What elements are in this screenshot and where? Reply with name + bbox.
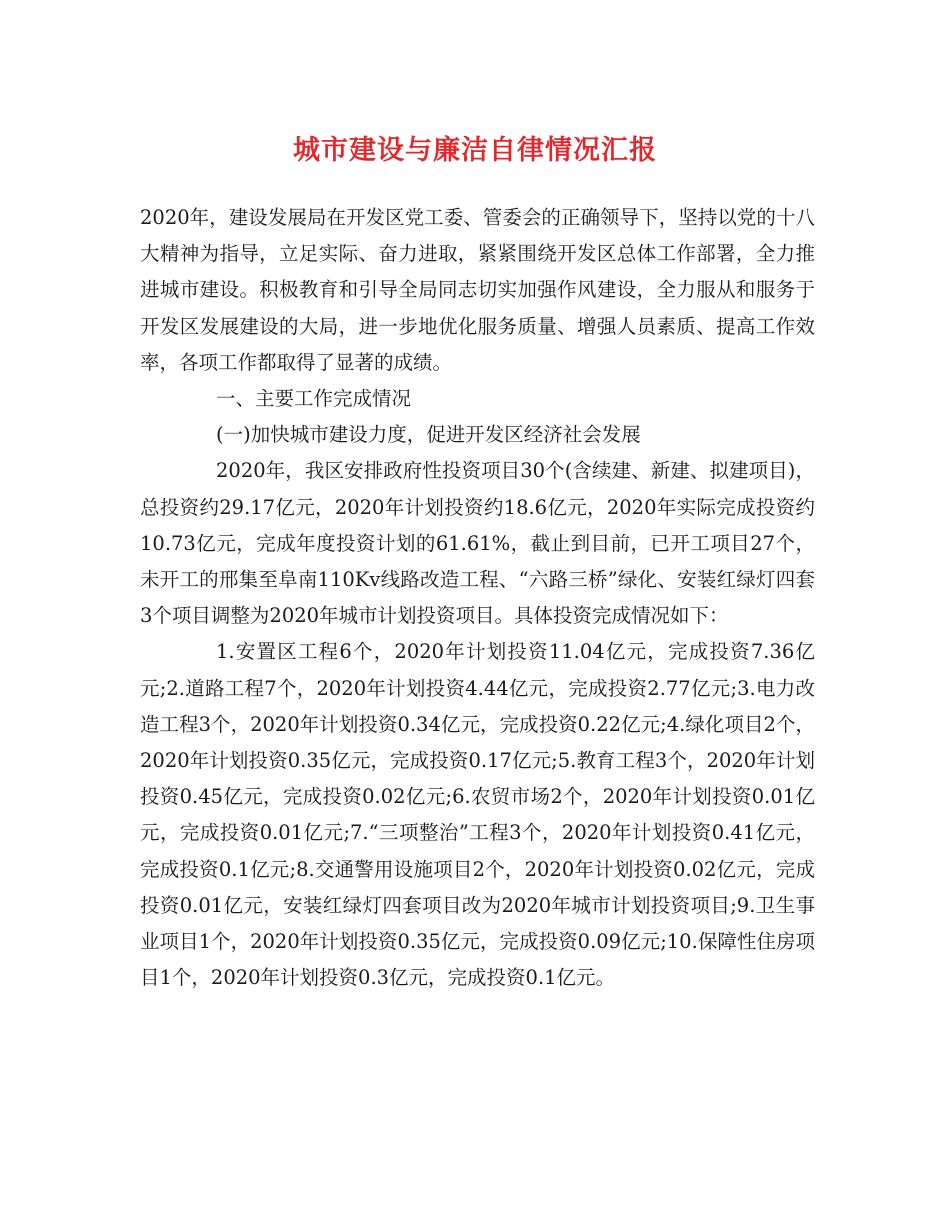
paragraph-intro: 2020年，建设发展局在开发区党工委、管委会的正确领导下，坚持以党的十八大精神为指导，立足实际、奋力进取，紧紧围绕开发区总体工作部署，全力推进城市建设。积极教育和引导全局同志切实加强作风建设，全力服从和服务于开发区发展建设的大局，进一步地优化服务质量、增强人员素质、提高工作效率，各项工作都取得了显著的成绩。 (140, 206, 815, 374)
document-body (140, 200, 815, 996)
subsection-heading-city-construction: (一)加快城市建设力度，促进开发区经济社会发展 (216, 423, 641, 447)
document-title: 城市建设与廉洁自律情况汇报 (293, 135, 657, 166)
paragraph-investment-details: 1.安置区工程6个，2020年计划投资11.04亿元，完成投资7.36亿元;2.道路工程7个，2020年计划投资4.44亿元，完成投资2.77亿元;3.电力改造工程3个，2020年计划投资0.34亿元，完成投资0.22亿元;4.绿化项目2个，2020年计划投资0.35亿元，完成投资0.17亿元;5.教育工程3个，2020年计划投资0.45亿元，完成投资0.02亿元;6.农贸市场2个，2020年计划投资0.01亿元，完成投资0.01亿元;7.“三项整治”工程3个，2020年计划投资0.41亿元，完成投资0.1亿元;8.交通警用设施项目2个，2020年计划投资0.02亿元，完成投资0.01亿元，安装红绿灯四套项目改为2020年城市计划投资项目;9.卫生事业项目1个，2020年计划投资0.35亿元，完成投资0.09亿元;10.保障性住房项目1个，2020年计划投资0.3亿元，完成投资0.1亿元。 (140, 640, 815, 990)
paragraph-investment-overview: 2020年，我区安排政府性投资项目30个(含续建、新建、拟建项目)，总投资约29.17亿元，2020年计划投资约18.6亿元，2020年实际完成投资约10.73亿元，完成年度投资计划的61.61%，截止到目前，已开工项目27个，未开工的邢集至阜南110Kv线路改造工程、“六路三桥”绿化、安装红绿灯四套3个项目调整为2020年城市计划投资项目。具体投资完成情况如下： (140, 459, 815, 628)
section-heading-main-work: 一、主要工作完成情况 (216, 387, 412, 411)
